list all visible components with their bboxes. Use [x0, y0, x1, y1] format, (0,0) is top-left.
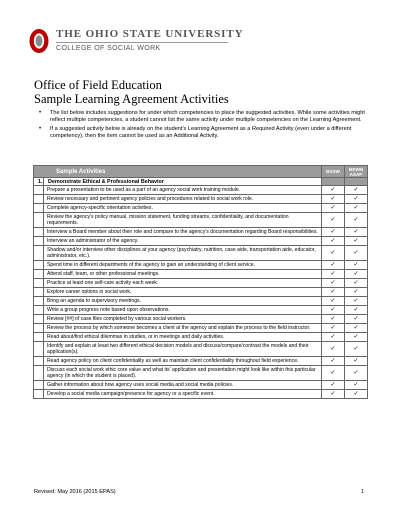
activity-text: Interview a Board member about their role and compare to the agency's documentation regarding Board responsibilities. [44, 228, 322, 237]
table-row [34, 186, 368, 195]
activity-text: Review the process by which someone becomes a client at the agency and explain the process to the field instructor. [44, 324, 322, 333]
university-logo [28, 28, 288, 54]
instruction-item: • The list below includes suggestions for under which competencies to place the suggested activities. While some activities might reflect multiple competencies, a student cannot list the same activity under multiple competencies on the Learning Agreement. [38, 110, 368, 124]
bssw-check-icon: ✓ [322, 213, 345, 228]
activity-text: Discuss each social work ethic core value and what its' application and presentation might look like within this particular agency (in which the student is placed). [44, 366, 322, 381]
mswn-check-icon: ✓ [345, 228, 368, 237]
mswn-check-icon: ✓ [345, 261, 368, 270]
activity-text: Develop a social media campaign/presence for agency or a specific event. [44, 390, 322, 399]
mswn-check-icon: ✓ [345, 315, 368, 324]
bssw-check-icon: ✓ [322, 357, 345, 366]
bssw-check-icon: ✓ [322, 246, 345, 261]
activity-text: Shadow and/or interview other disciplines at your agency (psychiatry, nutrition, case aide, transportation aide, educator, administrator, etc.). [44, 246, 322, 261]
activity-text: Prepare a presentation to be used as a part of an agency social work training module. [44, 186, 322, 195]
table-row [34, 237, 368, 246]
section-spacer [322, 178, 345, 186]
activities-table-body [34, 178, 368, 399]
table-row [34, 357, 368, 366]
bssw-check-icon: ✓ [322, 333, 345, 342]
activity-text: Review necessary and pertinent agency policies and procedures related to social work role. [44, 195, 322, 204]
section-title: Demonstrate Ethical & Professional Behavior [44, 178, 322, 186]
logo-divider [56, 42, 228, 43]
row-spacer [34, 381, 44, 390]
section-row [34, 178, 368, 186]
row-spacer [34, 306, 44, 315]
mswn-check-icon: ✓ [345, 279, 368, 288]
mswn-check-icon: ✓ [345, 213, 368, 228]
activity-text: Review the agency's policy manual, mission statement, funding streams, confidentiality, and documentation requirements. [44, 213, 322, 228]
row-spacer [34, 366, 44, 381]
table-row [34, 204, 368, 213]
bssw-check-icon: ✓ [322, 204, 345, 213]
activity-text: Bring an agenda to supervisory meetings. [44, 297, 322, 306]
table-row [34, 315, 368, 324]
mswn-check-icon: ✓ [345, 270, 368, 279]
row-spacer [34, 390, 44, 399]
table-row [34, 228, 368, 237]
bssw-check-icon: ✓ [322, 366, 345, 381]
bssw-check-icon: ✓ [322, 315, 345, 324]
bssw-check-icon: ✓ [322, 261, 345, 270]
bssw-check-icon: ✓ [322, 195, 345, 204]
bssw-check-icon: ✓ [322, 342, 345, 357]
activity-text: Read agency policy on client confidentiality as well as maintain client confidentiality throughout field experience. [44, 357, 322, 366]
table-row [34, 366, 368, 381]
row-spacer [34, 297, 44, 306]
table-row [34, 195, 368, 204]
bssw-check-icon: ✓ [322, 390, 345, 399]
mswn-check-icon: ✓ [345, 390, 368, 399]
bssw-check-icon: ✓ [322, 279, 345, 288]
row-spacer [34, 228, 44, 237]
instruction-item: • If a suggested activity below is already on the student's Learning Agreement as a Required Activity (even under a different competency), then the item cannot be used as an Additional Activity. [38, 126, 368, 140]
table-row [34, 324, 368, 333]
bssw-check-icon: ✓ [322, 270, 345, 279]
activity-text: Explore career options in social work. [44, 288, 322, 297]
activity-text: Spend time in different departments of the agency to gain an understanding of client service. [44, 261, 322, 270]
mswn-check-icon: ✓ [345, 288, 368, 297]
bssw-check-icon: ✓ [322, 228, 345, 237]
instructions-list [38, 110, 368, 142]
row-spacer [34, 324, 44, 333]
table-row [34, 333, 368, 342]
block-o-logo-icon [28, 28, 50, 54]
row-spacer [34, 195, 44, 204]
bssw-check-icon: ✓ [322, 381, 345, 390]
activity-text: Gather information about how agency uses social media and social media policies. [44, 381, 322, 390]
mswn-check-icon: ✓ [345, 186, 368, 195]
row-spacer [34, 213, 44, 228]
bssw-check-icon: ✓ [322, 306, 345, 315]
row-spacer [34, 270, 44, 279]
office-title: Office of Field Education [34, 78, 162, 92]
row-spacer [34, 333, 44, 342]
activity-text: Practice at least one self-care activity each week. [44, 279, 322, 288]
table-row [34, 261, 368, 270]
activity-text: Attend staff, team, or other professional meetings. [44, 270, 322, 279]
table-row [34, 288, 368, 297]
mswn-check-icon: ✓ [345, 204, 368, 213]
mswn-check-icon: ✓ [345, 324, 368, 333]
mswn-check-icon: ✓ [345, 297, 368, 306]
bssw-check-icon: ✓ [322, 324, 345, 333]
mswn-check-icon: ✓ [345, 357, 368, 366]
mswn-column-header: MSWN ASAP [345, 166, 368, 178]
table-row [34, 213, 368, 228]
table-row [34, 270, 368, 279]
mswn-check-icon: ✓ [345, 366, 368, 381]
row-spacer [34, 246, 44, 261]
row-spacer [34, 342, 44, 357]
table-row [34, 279, 368, 288]
college-name: COLLEGE OF SOCIAL WORK [56, 45, 161, 52]
mswn-check-icon: ✓ [345, 246, 368, 261]
row-spacer [34, 186, 44, 195]
activity-text: Identify and explain at least two different ethical decision models and discuss/compare/contrast the models and their application(s). [44, 342, 322, 357]
activity-text: Complete agency-specific orientation activities. [44, 204, 322, 213]
bssw-column-header: BSSW [322, 166, 345, 178]
row-spacer [34, 237, 44, 246]
table-row [34, 306, 368, 315]
row-spacer [34, 357, 44, 366]
table-row [34, 297, 368, 306]
activity-text: Interview an administrator of the agency. [44, 237, 322, 246]
table-row [34, 246, 368, 261]
bssw-check-icon: ✓ [322, 288, 345, 297]
document-titles [34, 78, 229, 106]
bssw-check-icon: ✓ [322, 186, 345, 195]
activities-column-header: Sample Activities [34, 166, 322, 178]
section-spacer [345, 178, 368, 186]
document-title: Sample Learning Agreement Activities [34, 92, 229, 106]
row-spacer [34, 204, 44, 213]
activity-text: Read about/find ethical dilemmas in studies, or in meetings and daily activities. [44, 333, 322, 342]
row-spacer [34, 261, 44, 270]
activity-text: Review [##] of case files completed by various social workers. [44, 315, 322, 324]
mswn-check-icon: ✓ [345, 306, 368, 315]
table-header-row [34, 166, 368, 178]
mswn-check-icon: ✓ [345, 342, 368, 357]
row-spacer [34, 279, 44, 288]
row-spacer [34, 315, 44, 324]
bssw-check-icon: ✓ [322, 237, 345, 246]
table-row [34, 381, 368, 390]
section-number: 1. [34, 178, 44, 186]
mswn-check-icon: ✓ [345, 333, 368, 342]
table-row [34, 390, 368, 399]
table-row [34, 342, 368, 357]
revision-note: Revised: May 2016 (2015 EPAS) [34, 489, 116, 495]
mswn-check-icon: ✓ [345, 195, 368, 204]
row-spacer [34, 288, 44, 297]
activities-table [33, 165, 368, 399]
university-name: THE OHIO STATE UNIVERSITY [56, 28, 244, 40]
activity-text: Write a group progress note based upon observations. [44, 306, 322, 315]
mswn-check-icon: ✓ [345, 381, 368, 390]
bssw-check-icon: ✓ [322, 297, 345, 306]
mswn-check-icon: ✓ [345, 237, 368, 246]
page-number: 1 [361, 489, 365, 495]
